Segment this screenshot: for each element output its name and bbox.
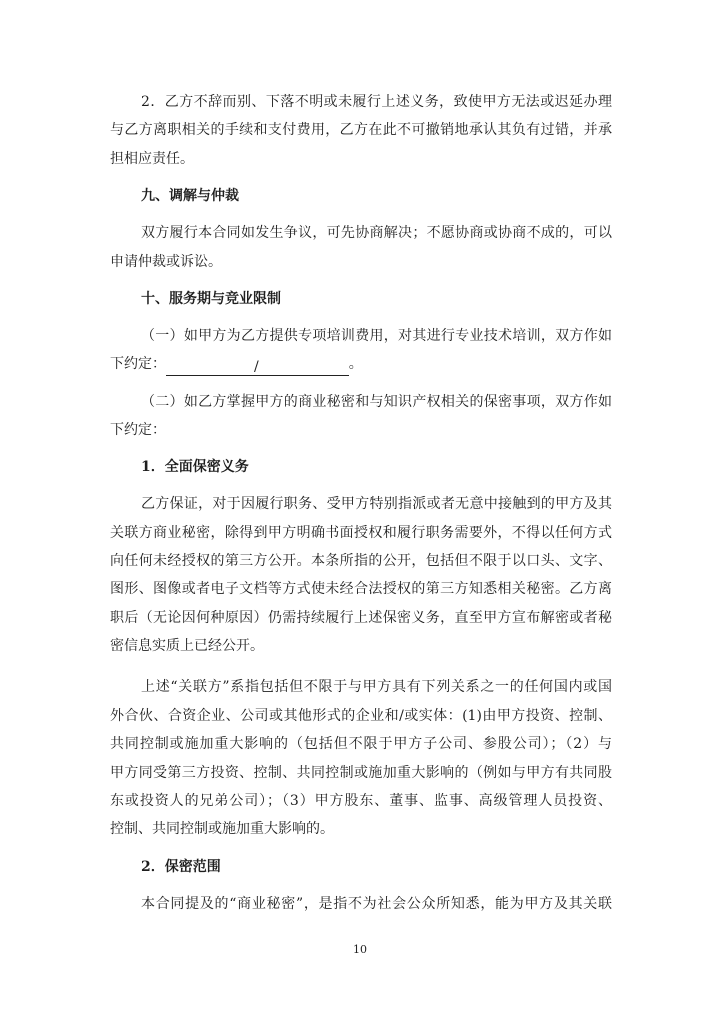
text-line: 与乙方离职相关的手续和支付费用，乙方在此不可撤销地承认其负有过错，并承 bbox=[110, 122, 612, 139]
text-line: 上述“关联方”系指包括但不限于与甲方具有下列关系之一的任何国内或国 bbox=[141, 679, 612, 696]
text-line: 2．乙方不辞而别、下落不明或未履行上述义务，致使甲方无法或迟延办理 bbox=[141, 94, 612, 110]
blank-gap bbox=[259, 357, 349, 371]
clause-2 bbox=[110, 88, 612, 173]
text-line: 担相应责任。 bbox=[110, 150, 194, 167]
blank-separator: / bbox=[254, 359, 259, 376]
paragraph bbox=[110, 219, 612, 276]
paragraph bbox=[110, 88, 612, 173]
page-number: 10 bbox=[353, 943, 367, 956]
subsection-heading-block bbox=[110, 853, 612, 881]
text-line: 东或投资人的兄弟公司）；（3）甲方股东、董事、监事、高级管理人员投资、 bbox=[110, 792, 612, 809]
section-heading: 九、调解与仲裁 bbox=[141, 187, 239, 204]
text-line: 关联方商业秘密，除得到甲方明确书面授权和履行职务需要外，不得以任何方式 bbox=[110, 524, 612, 541]
blank-gap bbox=[166, 357, 254, 371]
blank-field bbox=[166, 357, 349, 376]
text-line: 职后（无论因何种原因）仍需持续履行上述保密义务，直至甲方宣布解密或者秘 bbox=[110, 609, 612, 626]
agreement-prefix: 下约定： bbox=[110, 356, 166, 373]
text-line: 双方履行本合同如发生争议，可先协商解决；不愿协商或协商不成的，可以 bbox=[141, 225, 612, 242]
subsection-heading: 1．全面保密义务 bbox=[141, 459, 249, 476]
text-line: 向任何未经授权的第三方公开。本条所指的公开，包括但不限于以口头、文字、 bbox=[110, 553, 612, 570]
paragraph bbox=[110, 890, 612, 918]
text-line: 甲方同受第三方投资、控制、共同控制或施加重大影响的（例如与甲方有共同股 bbox=[110, 764, 612, 781]
paragraph bbox=[110, 673, 612, 843]
subsection-heading-block bbox=[110, 453, 612, 481]
text-line: （一）如甲方为乙方提供专项培训费用，对其进行专业技术培训，双方作如 bbox=[141, 327, 612, 344]
text-line: 申请仲裁或诉讼。 bbox=[110, 253, 222, 270]
text-line: 密信息实质上已经公开。 bbox=[110, 638, 264, 655]
text-line: 下约定： bbox=[110, 421, 166, 438]
section-9 bbox=[110, 182, 612, 276]
text-line: 图形、图像或者电子文档等方式使未经合法授权的第三方知悉相关秘密。乙方离 bbox=[110, 581, 612, 598]
text-line: 乙方保证，对于因履行职务、受甲方特别指派或者无意中接触到的甲方及其 bbox=[141, 496, 612, 513]
item-2-paragraph bbox=[110, 388, 612, 445]
paragraph bbox=[110, 490, 612, 660]
agreement-suffix: 。 bbox=[348, 356, 363, 373]
item-1-paragraph bbox=[110, 322, 612, 379]
text-line-with-blank bbox=[110, 350, 612, 378]
section-heading-block bbox=[110, 182, 612, 210]
document-body bbox=[110, 88, 612, 918]
subsection-heading: 2．保密范围 bbox=[141, 858, 221, 875]
section-heading: 十、服务期与竞业限制 bbox=[141, 290, 281, 307]
text-line: 共同控制或施加重大影响的（包括但不限于甲方子公司、参股公司）；（2）与 bbox=[110, 736, 612, 753]
text-line: （二）如乙方掌握甲方的商业秘密和与知识产权相关的保密事项，双方作如 bbox=[141, 393, 612, 410]
text-line: 本合同提及的“商业秘密”，是指不为社会公众所知悉，能为甲方及其关联 bbox=[141, 895, 612, 912]
text-line: 外合伙、合资企业、公司或其他形式的企业和/或实体：(1)由甲方投资、控制、 bbox=[110, 707, 612, 724]
text-line: 控制、共同控制或施加重大影响的。 bbox=[110, 821, 334, 838]
section-heading-block bbox=[110, 285, 612, 313]
section-10 bbox=[110, 285, 612, 918]
